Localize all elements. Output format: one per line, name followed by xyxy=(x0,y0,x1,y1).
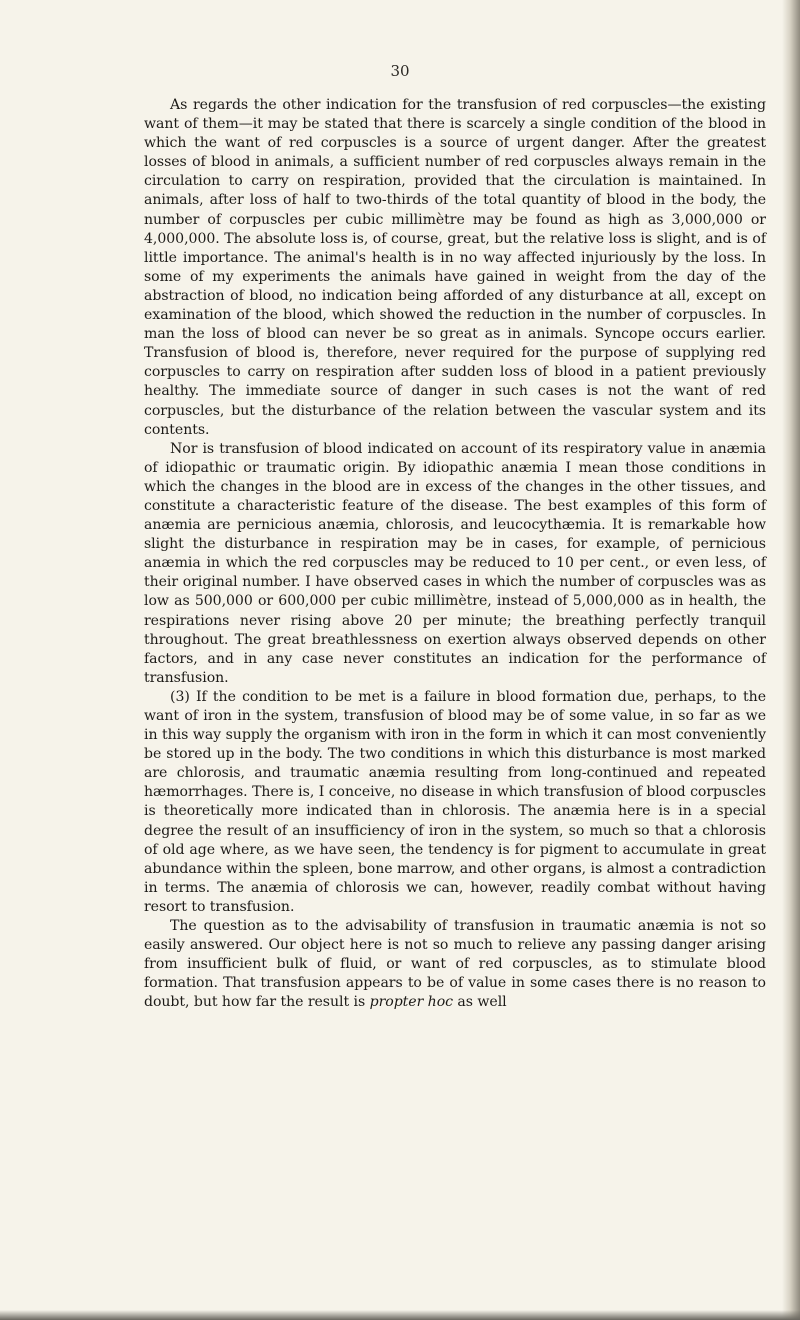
page-edge-shadow xyxy=(782,0,800,1320)
paragraph: Nor is transfusion of blood indicated on account of its respiratory value in anæmia of idiopathic or traumatic origin. By idiopathic anæmia I mean those conditions in which the changes in the blood are in excess of the changes in the other tissues, and constitute a characteristic feature of the disease. The best examples of this form of anæmia are pernicious anæmia, chlorosis, and leucocythæmia. It is remarkable how slight the disturbance in respiration may be in cases, for example, of pernicious anæmia in which the red corpuscles may be reduced to 10 per cent., or even less, of their original number. I have observed cases in which the number of corpuscles was as low as 500,000 or 600,000 per cubic millimètre, instead of 5,000,000 as in health, the respirations never rising above 20 per minute; the breathing perfectly tranquil throughout. The great breathlessness on exertion always observed depends on other factors, and in any case never constitutes an indication for the performance of transfusion. xyxy=(144,440,766,686)
paragraph: As regards the other indication for the transfusion of red corpuscles—the existing want of them—it may be stated that there is scarcely a single condition of the blood in which the want of red corpuscles is a source of urgent danger. After the greatest losses of blood in animals, a sufficient number of red corpuscles always remain in the circulation to carry on respiration, provided that the circulation is maintained. In animals, after loss of half to two-thirds of the total quantity of blood in the body, the number of corpuscles per cubic millimètre may be found as high as 3,000,000 or 4,000,000. The absolute loss is, of course, great, but the relative loss is slight, and is of little importance. The animal's health is in no way affected injuriously by the loss. In some of my experiments the animals have gained in weight from the day of the abstraction of blood, no indication being afforded of any disturbance at all, except on examination of the blood, which showed the reduction in the number of corpuscles. In man the loss of blood can never be so great as in animals. Syncope occurs earlier. Transfusion of blood is, therefore, never required for the purpose of supplying red corpuscles to carry on respiration after sudden loss of blood in a patient previously healthy. The immediate source of danger in such cases is not the want of red corpuscles, but the disturbance of the relation between the vascular system and its contents. xyxy=(144,97,766,438)
paragraph-end: as well xyxy=(453,994,507,1011)
paragraph-text: The question as to the advisability of transfusion in traumatic anæmia is not so easily answered. Our object here is not so much to relieve any passing danger arising from insufficient bulk of fluid, or want of red corpuscles, as to stimulate blood formation. That transfusion appears to be of value in some cases there is no reason to doubt, but how far the result is xyxy=(144,918,766,1011)
paragraph xyxy=(144,917,766,1012)
latin-phrase: propter hoc xyxy=(369,994,453,1011)
page-number: 30 xyxy=(390,62,410,80)
page-bottom-edge xyxy=(0,1310,800,1320)
body-text xyxy=(144,96,766,1013)
paragraph: (3) If the condition to be met is a failure in blood formation due, perhaps, to the want of iron in the system, transfusion of blood may be of some value, in so far as we in this way supply the organism with iron in the form in which it can most conveniently be stored up in the body. The two conditions in which this disturbance is most marked are chlorosis, and traumatic anæmia resulting from long-continued and repeated hæmorrhages. There is, I conceive, no disease in which transfusion of blood corpuscles is theoretically more indicated than in chlorosis. The anæmia here is in a special degree the result of an insufficiency of iron in the system, so much so that a chlorosis of old age where, as we have seen, the tendency is for pigment to accumulate in great abundance within the spleen, bone marrow, and other organs, is almost a contradiction in terms. The anæmia of chlorosis we can, however, readily combat without having resort to transfusion. xyxy=(144,688,766,915)
